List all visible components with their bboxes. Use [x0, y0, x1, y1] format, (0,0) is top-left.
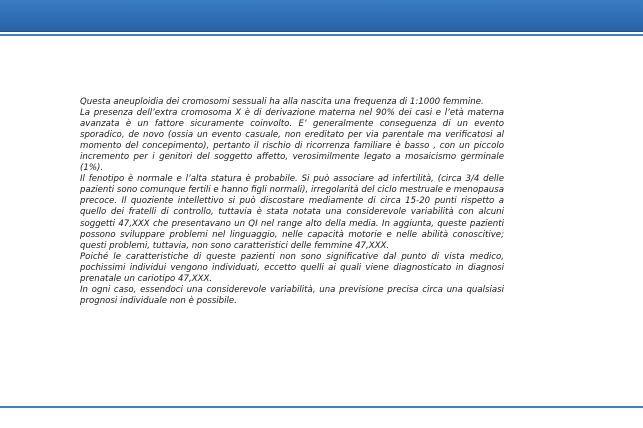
header-band: [0, 0, 643, 32]
paragraph: In ogni caso, essendoci una considerevole variabilità, una previsione precisa circa una qualsiasi prognosi individuale non è possibile.: [80, 284, 504, 306]
document-body: [80, 97, 504, 307]
paragraph: Il fenotipo è normale e l’alta statura è probabile. Si può associare ad infertilità, (circa 3/4 delle pazienti sono comunque fertili e hanno figli normali), irregolarità del ciclo mestruale e menopausa precoce. Il quoziente intellettivo si può discostare mediamente di circa 15-20 punti rispetto a quello dei fratelli di controllo, tuttavia è stata notata una considerevole variabilità con alcuni soggetti 47,XXX che presentavano un QI nel range alto della media. In aggiunta, queste pazienti possono sviluppare problemi nel linguaggio, nelle capacità motorie e nelle abilità conoscitive; questi problemi, tuttavia, non sono caratteristici delle femmine 47,XXX.: [80, 174, 504, 251]
paragraph: Poiché le caratteristiche di queste pazienti non sono significative dal punto di vista medico, pochissimi individui vengono individuati, eccetto quelli ai quali viene diagnosticato in diagnosi prenatale un cariotipo 47,XXX.: [80, 251, 504, 284]
footer-rule: [0, 406, 643, 408]
paragraph: Questa aneuploidia dei cromosomi sessuali ha alla nascita una frequenza di 1:1000 femmine.: [80, 97, 484, 107]
header-rule: [0, 34, 643, 36]
paragraph: La presenza dell’extra cromosoma X è di derivazione materna nel 90% dei casi e l’età materna avanzata è un fattore sicuramente coinvolto. E’ generalmente conseguenza di un evento sporadico, de novo (ossia un evento casuale, non ereditato per via parentale ma verificatosi al momento del concepimento), pertanto il rischio di ricorrenza familiare è basso , con un piccolo incremento per i genitori del soggetto affetto, verosimilmente legato a mosaicismo germinale (1%).: [80, 108, 504, 174]
